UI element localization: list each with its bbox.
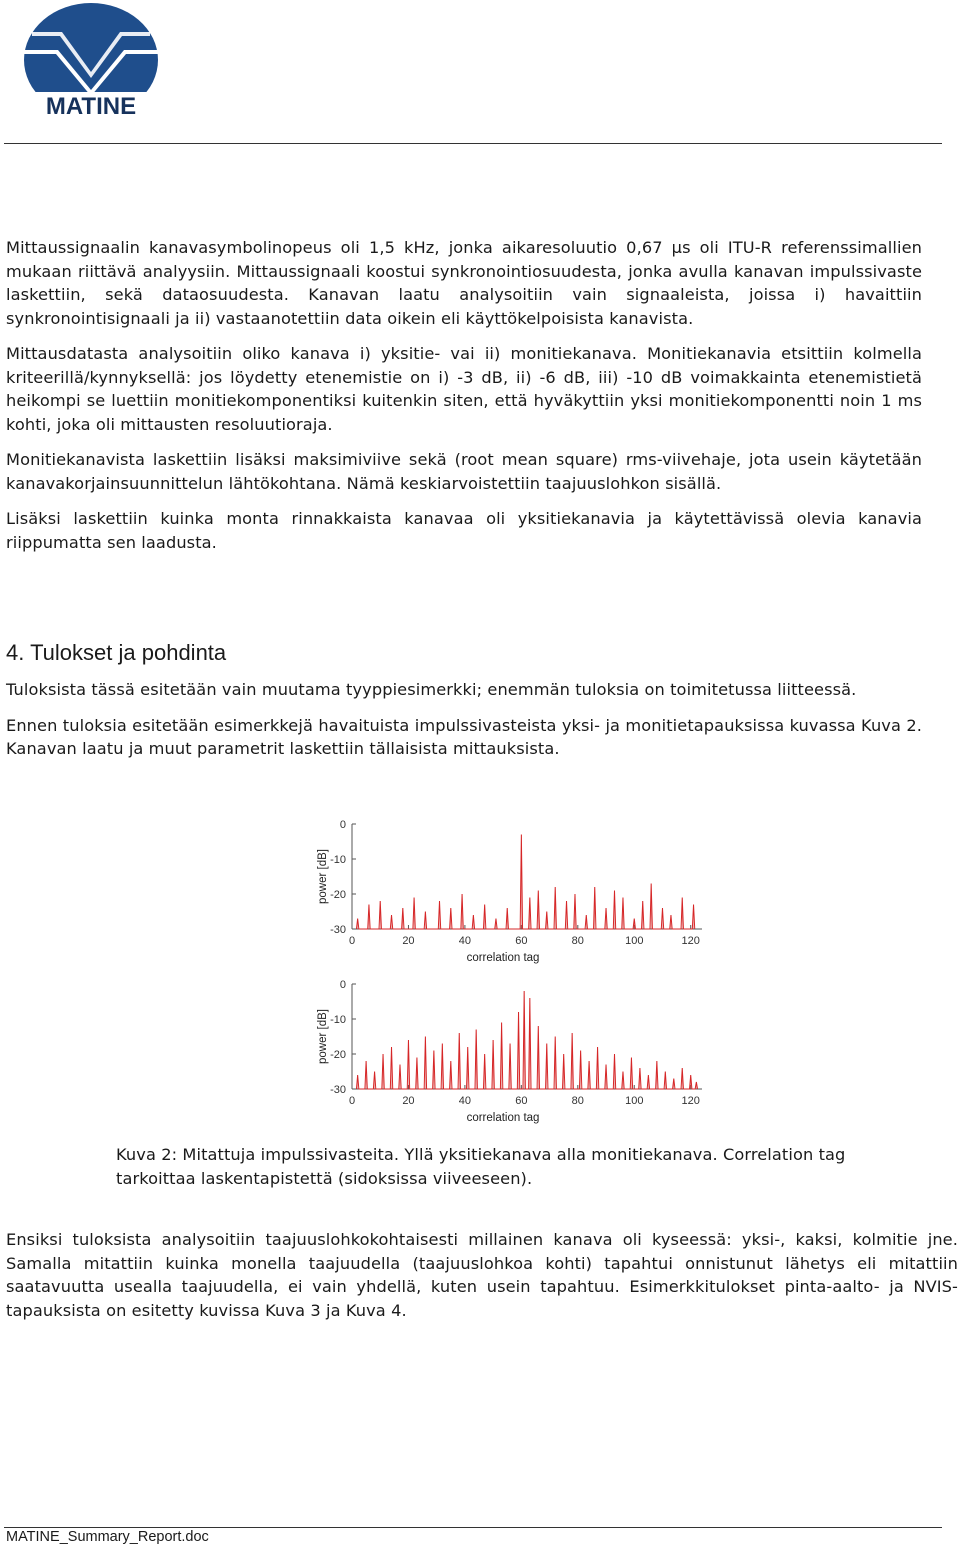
logo-text: MATINE <box>45 93 137 120</box>
x-tick-label: 120 <box>681 1095 700 1107</box>
x-tick-label: 100 <box>625 1095 644 1107</box>
y-tick-label: 0 <box>339 819 346 831</box>
x-tick-label: 20 <box>402 935 415 947</box>
paragraph: Tuloksista tässä esitetään vain muutama tyyppiesimerkki; enemmän tuloksia on toimitetussa liitteessä. <box>6 680 857 699</box>
x-tick-label: 100 <box>625 935 644 947</box>
y-tick-label: -20 <box>330 1049 346 1061</box>
matine-logo <box>22 2 160 120</box>
body-section-1 <box>6 236 922 566</box>
y-tick-label: -20 <box>330 889 346 901</box>
x-tick-label: 120 <box>681 935 700 947</box>
x-tick-label: 0 <box>348 935 356 947</box>
y-tick-label: 0 <box>339 979 346 991</box>
caption-text: Kuva 2: Mitattuja impulssivasteita. Yllä yksitiekanava alla monitiekanava. Correlation tag tarkoittaa laskentapistettä (sidoksissa viiveeseen). <box>116 1145 846 1188</box>
paragraph: Ensiksi tuloksista analysoitiin taajuuslohkokohtaisesti millainen kanava oli kyseessä: yksi-, kaksi, kolmitie jne. Samalla mitattiin kuinka monella taajuudella (taajuuslohkoa kohti) tapahtui onnistunut lähetys eli mitattiin saatavuutta usealla taajuudella, ei vain yhdellä, kuten usein tapahtuu. Esimerkkitulokset pinta-aalto- ja NVIS-tapauksista on esitetty kuvissa Kuva 3 ja Kuva 4. <box>6 1230 958 1320</box>
x-tick-label: 80 <box>571 935 584 947</box>
impulse-series-line <box>356 835 694 930</box>
x-tick-label: 60 <box>515 1095 528 1107</box>
y-tick-label: -10 <box>330 1014 346 1026</box>
x-tick-label: 60 <box>515 935 528 947</box>
x-tick-label: 40 <box>458 935 472 947</box>
x-axis-label: correlation tag <box>466 952 540 964</box>
matine-logo-graphic <box>22 2 160 120</box>
body-section-3 <box>6 1228 958 1334</box>
x-tick-label: 40 <box>458 1095 472 1107</box>
section-heading: 4. Tulokset ja pohdinta <box>6 640 227 665</box>
x-axis-label: correlation tag <box>466 1112 540 1124</box>
y-tick-label: -30 <box>330 1084 346 1096</box>
paragraph: Mittaussignaalin kanavasymbolinopeus oli 1,5 kHz, jonka aikaresoluutio 0,67 µs oli ITU-R referenssimallien mukaan riittävä analyysiin. Mittaussignaali koostui synkronointiosuudesta, jonka avulla kanavan impulssivaste laskettiin, sekä dataosuudesta. Kanavan laatu analysoitiin vain signaaleista, joissa i) havaittiin synkronointisignaali ja ii) vastaanotettiin data oikein eli käyttökelpoisista kanavista. <box>6 238 922 328</box>
paragraph: Mittausdatasta analysoitiin oliko kanava i) yksitie- vai ii) monitiekanava. Monitiekanavia etsittiin kolmella kriteerillä/kynnyksellä: jos löydetty etenemistie on i) -3 dB, ii) -6 dB, iii) -10 dB voimakkainta etenemistietä heikompi se luettiin monitiekomponentiksi kuitenkin siten, että hyväkyttiin yksi monitiekomponentti noin 1 ms kohti, joka oli mittausten resoluutioraja. <box>6 344 922 434</box>
y-tick-label: -30 <box>330 924 346 936</box>
paragraph: Monitiekanavista laskettiin lisäksi maksimiviive sekä (root mean square) rms-viivehaje, jota usein käytetään kanavakorjainsuunnittelun lähtökohtana. Nämä keskiarvoistettiin taajuuslohkon sisällä. <box>6 450 922 493</box>
y-axis-label: power [dB] <box>317 1009 329 1064</box>
footer-divider <box>4 1527 942 1528</box>
paragraph: Lisäksi laskettiin kuinka monta rinnakkaista kanavaa oli yksitiekanavia ja käytettävissä olevia kanavia riippumatta sen laadusta. <box>6 509 922 552</box>
impulse-response-plots <box>300 812 720 1132</box>
y-axis-label: power [dB] <box>317 849 329 904</box>
x-tick-label: 20 <box>402 1095 415 1107</box>
figure-caption <box>116 1143 902 1202</box>
footer-filename: MATINE_Summary_Report.doc <box>6 1529 209 1545</box>
header-divider <box>4 143 942 144</box>
y-tick-label: -10 <box>330 854 346 866</box>
paragraph: Ennen tuloksia esitetään esimerkkejä havaituista impulssivasteista yksi- ja monitietapauksissa kuvassa Kuva 2. Kanavan laatu ja muut parametrit laskettiin tällaisista mittauksista. <box>6 715 922 758</box>
x-tick-label: 80 <box>571 1095 584 1107</box>
impulse-response-figure <box>300 812 720 1132</box>
impulse-series-line <box>356 991 697 1089</box>
body-section-2 <box>6 678 922 773</box>
x-tick-label: 0 <box>348 1095 356 1107</box>
